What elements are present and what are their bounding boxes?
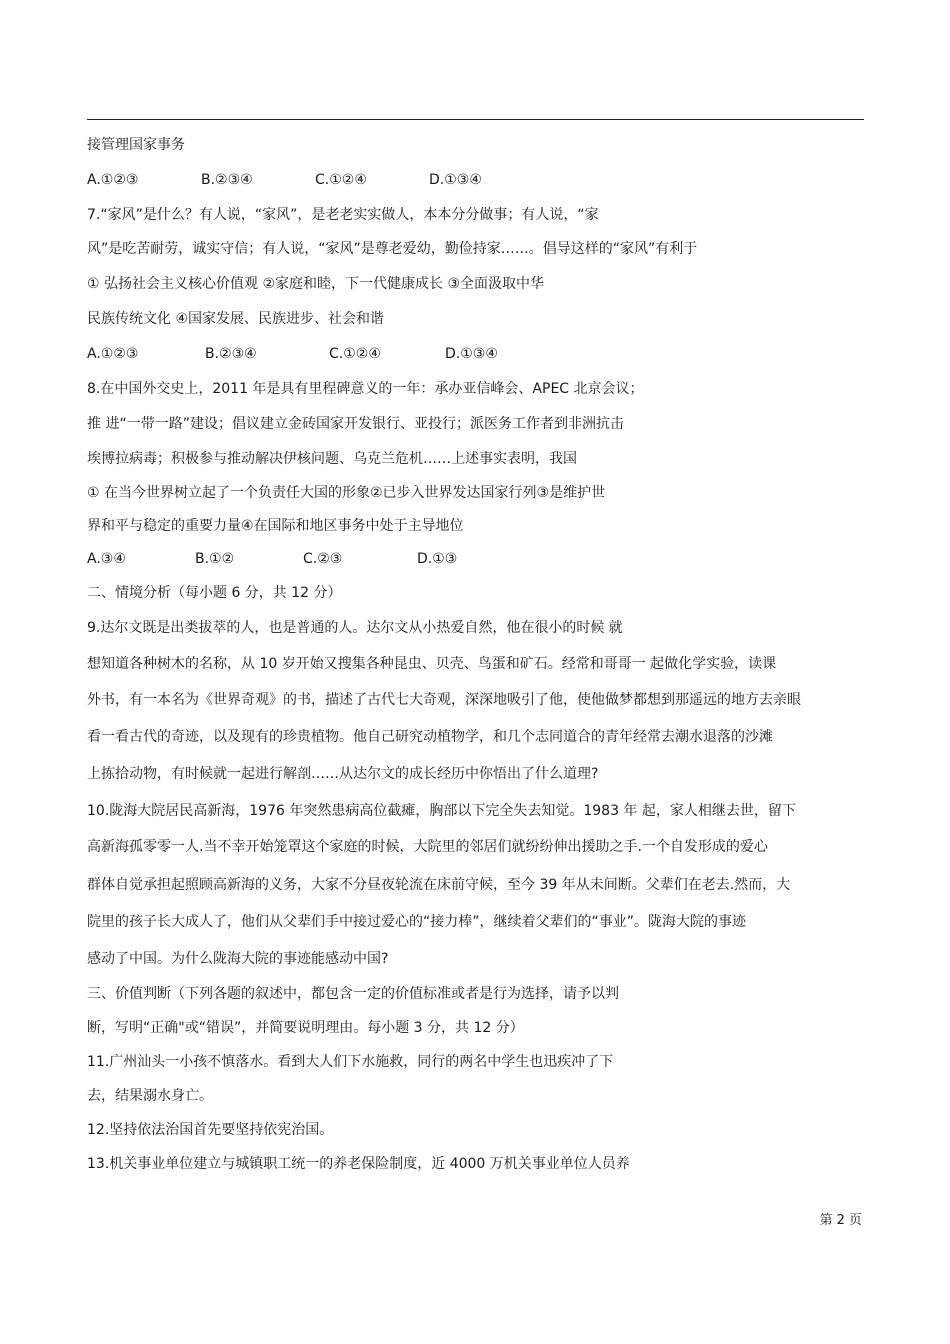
option-a: A.③④ [87, 551, 126, 567]
option-c: C.①②④ [329, 346, 381, 362]
text-line: 看一看古代的奇迹，以及现有的珍贵植物。他自己研究动植物学，和几个志同道合的青年经常去潮水退落的沙滩 [87, 729, 773, 745]
option-d: D.①③④ [429, 172, 482, 188]
option-c: C.①②④ [315, 172, 367, 188]
text-line: 界和平与稳定的重要力量④在国际和地区事务中处于主导地位 [87, 518, 464, 534]
header-rule [87, 119, 864, 120]
text-line: 想知道各种树木的名称，从 10 岁开始又搜集各种昆虫、贝壳、鸟蛋和矿石。经常和哥哥一 起做化学实验，读课 [87, 656, 777, 672]
text-line: 高新海孤零零一人.当不幸开始笼罩这个家庭的时候，大院里的邻居们就纷纷伸出援助之手.一个自发形成的爱心 [87, 839, 768, 855]
option-b: B.②③④ [201, 172, 253, 188]
text-line: 去，结果溺水身亡。 [87, 1088, 213, 1104]
text-line: ① 在当今世界树立起了一个负责任大国的形象②已步入世界发达国家行列③是维护世 [87, 485, 606, 501]
page-number: 第 2 页 [819, 1213, 862, 1228]
question-9-text: 9.达尔文既是出类拔萃的人，也是普通的人。达尔文从小热爱自然，他在很小的时候 就 [87, 620, 623, 636]
text-line: 接管理国家事务 [87, 137, 185, 153]
section-2-heading: 二、情境分析（每小题 6 分，共 12 分） [87, 585, 342, 601]
question-11-text: 11.广州汕头一小孩不慎落水。看到大人们下水施救，同行的两名中学生也迅疾冲了下 [87, 1054, 614, 1070]
option-b: B.①② [195, 551, 235, 567]
text-line: 断，写明“正确"或“错误”，并简要说明理由。每小题 3 分，共 12 分） [87, 1020, 524, 1036]
option-a: A.①②③ [87, 346, 139, 362]
question-12-text: 12.坚持依法治国首先要坚持依宪治国。 [87, 1122, 334, 1138]
question-8-text: 8.在中国外交史上，2011 年是具有里程碑意义的一年：承办亚信峰会、APEC 北京会议； [87, 381, 644, 397]
text-line: 感动了中国。为什么陇海大院的事迹能感动中国? [87, 951, 389, 967]
text-line: 院里的孩子长大成人了，他们从父辈们手中接过爱心的“接力棒”，继续着父辈们的“事业”。陇海大院的事迹 [87, 914, 747, 930]
text-line: 外书，有一本名为《世界奇观》的书，描述了古代七大奇观，深深地吸引了他，使他做梦都想到那遥远的地方去亲眼 [87, 692, 801, 708]
section-3-heading: 三、价值判断（下列各题的叙述中，都包含一定的价值标准或者是行为选择，请予以判 [87, 986, 619, 1002]
text-line: 上拣拾动物，有时候就一起进行解剖……从达尔文的成长经历中你悟出了什么道理? [87, 766, 599, 782]
text-line: 民族传统文化 ④国家发展、民族进步、社会和谐 [87, 311, 384, 327]
text-line: 埃博拉病毒；积极参与推动解决伊核问题、乌克兰危机……上述事实表明，我国 [87, 451, 577, 467]
option-a: A.①②③ [87, 172, 139, 188]
text-line: ① 弘扬社会主义核心价值观 ②家庭和睦，下一代健康成长 ③全面汲取中华 [87, 276, 545, 292]
text-line: 群体自觉承担起照顾高新海的义务，大家不分昼夜轮流在床前守候，至今 39 年从未间断。父辈们在老去.然而，大 [87, 877, 791, 893]
option-b: B.②③④ [205, 346, 257, 362]
question-10-text: 10.陇海大院居民高新海，1976 年突然患病高位截瘫，胸部以下完全失去知觉。1983 年 起，家人相继去世，留下 [87, 803, 796, 819]
question-13-text: 13.机关事业单位建立与城镇职工统一的养老保险制度，近 4000 万机关事业单位人员养 [87, 1156, 630, 1172]
option-c: C.②③ [303, 551, 343, 567]
option-d: D.①③④ [445, 346, 498, 362]
text-line: 推 进“一带一路”建设；倡议建立金砖国家开发银行、亚投行；派医务工作者到非洲抗击 [87, 416, 624, 432]
option-d: D.①③ [417, 551, 458, 567]
text-line: 风”是吃苦耐劳，诚实守信；有人说，“家风”是尊老爱幼，勤俭持家……。倡导这样的“家风”有利于 [87, 241, 698, 257]
question-7-text: 7.“家风”是什么？有人说，“家风”，是老老实实做人，本本分分做事；有人说，“家 [87, 207, 599, 223]
